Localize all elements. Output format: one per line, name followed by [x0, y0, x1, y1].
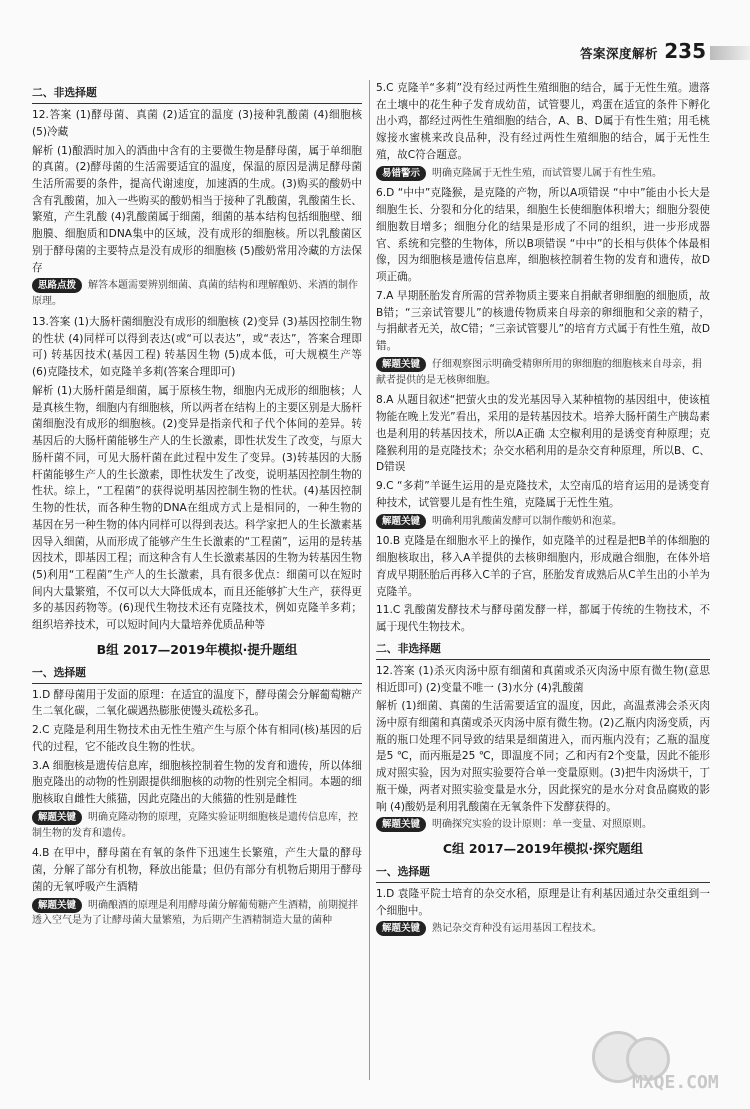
answer-paragraph: 8.A 从题目叙述“把萤火虫的发光基因导入某种植物的基因组中，使该植物能在晚上发光”看出，采用的是转基因技术。培养大肠杆菌生产胰岛素也是利用的转基因技术，所以A正确 太空椒利用的是诱变育种原理；克隆猴利用的是克隆技术；杂交水稻利用的是杂交育种原理，所以B、C、D错误 — [376, 394, 710, 474]
tip-text: 解答本题需要辨别细菌、真菌的结构和理解酿奶、米酒的制作原理。 — [32, 280, 359, 308]
right-column — [376, 80, 710, 1090]
answer-paragraph: 解析 (1)大肠杆菌是细菌，属于原核生物，细胞内无成形的细胞核；人是真核生物，细胞内有细胞核，所以两者在结构上的主要区别是大肠杆菌细胞没有成形的细胞核。(2)变异是指亲代和子代个体间的差异。转基因后的大肠杆菌能够生产人的生长激素，即性状发生了改变，与原大肠杆菌不同，可见大肠杆菌在此过程中发生了变异。(3)转基因的大肠杆菌能够生产人的生长激素，即性状发生了改变，说明基因控制生物的性状。综上，“工程菌”的获得说明基因控制生物的性状。(4)基因控制生物的性状，而各种生物的DNA在组成方式上是相同的，一种生物的基因在另一种生物的体内同样可以得到表达。科学家把人的生长激素基因导入细菌，从而形成了能够产生生长激素的“工程菌”，运用的是转基因技术，即基因工程；而这种含有人生长激素基因的生物为转基因生物 (5)利用“工程菌”生产人的生长激素，具有很多优点：细菌可以在短时间内大量繁殖，不仅可以大大降低成本，而且还能够扩大生产，获得更多的基因药物等。(6)现代生物技术还有克隆技术，例如克隆羊多莉；组织培养技术，可以短时间内大量培养优质品种等 — [32, 384, 362, 632]
tip-badge: 解题关键 — [32, 810, 82, 825]
answer-paragraph: 10.B 克隆是在细胞水平上的操作，如克隆羊的过程是把B羊的体细胞的细胞核取出，移入A羊提供的去核卵细胞内，形成融合细胞，在体外培育成早期胚胎后再移入C羊的子宫，胚胎发育成熟后从C羊生出的小羊为克隆羊。 — [376, 535, 710, 598]
left-column — [32, 80, 362, 1090]
header-decoration — [710, 46, 750, 60]
answer-paragraph: 2.C 克隆是利用生物技术由无性生殖产生与原个体有相同(核)基因的后代的过程，它不能改良生物的性状。 — [32, 724, 362, 753]
tip-text: 明确利用乳酸菌发酵可以制作酸奶和泡菜。 — [432, 515, 623, 527]
section-rule — [32, 683, 362, 684]
tip-note — [376, 921, 710, 937]
tip-note — [32, 810, 362, 842]
answer-paragraph: 解析 (1)酿酒时加入的酒曲中含有的主要微生物是酵母菌，属于单细胞的真菌。(2)酵母菌的生活需要适宜的温度，保温的原因是满足酵母菌生活所需要的条件，提高代谢速度，加速酒的生成。(3)购买的酸奶中含有乳酸菌，加入一些购买的酸奶相当于接种了乳酸菌，乳酸菌生长、繁殖，产生乳酸 (4)乳酸菌属于细菌，细菌的基本结构包括细胞壁、细胞膜、细胞质和DNA集中的区域，没有成形的细胞核。所以乳酸菌区别于酵母菌的主要特点是没有成形的细胞核 (5)酸奶常用冷藏的方法保存 — [32, 144, 362, 274]
tip-text: 明确酿酒的原理是利用酵母菌分解葡萄糖产生酒精，前期搅拌透入空气是为了让酵母菌大量繁殖，为后期产生酒精制造大量的菌种 — [32, 899, 359, 927]
answer-paragraph: 6.D “中中”克隆猴，是克隆的产物，所以A项错误 “中中”能由小长大是细胞生长、分裂和分化的结果，细胞生长使细胞体积增大；细胞分裂使细胞数目增多；细胞分化的结果是形成了不同的组织，进一步形成器官、系统和完整的生物体，所以B项错误 “中中”的长相与供体个体最相像，因为细胞核是遗传信息库，细胞核控制着生物的发育和遗传，故D项正确。 — [376, 187, 710, 284]
section-title: 二、非选择题 — [376, 641, 441, 655]
group-title: B组 2017—2019年模拟·提升题组 — [96, 641, 298, 657]
tip-badge: 易错警示 — [376, 166, 426, 181]
answer-paragraph: 12.答案 (1)酵母菌、真菌 (2)适宜的温度 (3)接种乳酸菌 (4)细胞核 (5)冷藏 — [32, 109, 362, 138]
answer-paragraph: 解析 (1)细菌、真菌的生活需要适宜的温度，因此，高温煮沸会杀灭肉汤中原有细菌和真菌或杀灭肉汤中原有微生物。(2)乙瓶内肉汤变质，丙瓶的瓶口处理不同导致的结果是细菌进入，而丙瓶内没有；乙瓶的温度是5 ℃，而丙瓶是25 ℃，即温度不同；乙和丙有2个变量，因此不能形成对照实验，因为对照实验要符合单一变量原则。(3)把牛肉汤烘干，丁瓶干燥，两者对照实验变量是水分，因此探究的是水分对食品腐败的影响 (4)酸奶是利用乳酸菌在无氧条件下发酵获得的。 — [376, 700, 710, 813]
section-title: 一、选择题 — [32, 665, 86, 679]
watermark-text: MXQE.COM — [632, 1071, 719, 1093]
tip-badge: 解题关键 — [376, 514, 426, 529]
tip-note — [376, 357, 710, 389]
answer-paragraph: 9.C “多莉”羊诞生运用的是克隆技术，太空南瓜的培育运用的是诱变育种技术，试管婴儿是有性生殖，克隆属于无性生殖。 — [376, 480, 710, 509]
tip-badge: 解题关键 — [376, 357, 426, 372]
tip-text: 明确探究实验的设计原则：单一变量、对照原则。 — [432, 819, 653, 831]
tip-badge: 解题关键 — [32, 898, 82, 913]
tip-text: 仔细观察图示明确受精卵所用的卵细胞的细胞核来自母亲，捐献者提供的是无核卵细胞。 — [376, 358, 703, 386]
tip-note — [32, 278, 362, 310]
tip-note — [376, 166, 710, 182]
section-title: 一、选择题 — [376, 864, 430, 878]
header-label: 答案深度解析 — [579, 46, 658, 61]
answer-paragraph: 4.B 在甲中，酵母菌在有氧的条件下迅速生长繁殖，产生大量的酵母菌，分解了部分有机物，释放出能量；但仍有部分有机物后期用于酵母菌的无氧呼吸产生酒精 — [32, 847, 362, 893]
tip-text: 熟记杂交育种没有运用基因工程技术。 — [432, 923, 603, 935]
answer-paragraph: 5.C 克隆羊“多莉”没有经过两性生殖细胞的结合，属于无性生殖。遗落在土壤中的花生种子发育成幼苗，试管婴儿，鸡蛋在适宜的条件下孵化出小鸡，都经过两性生殖细胞的结合，A、B、D属于有性生殖；用毛桃嫁接水蜜桃来改良品种，没有经过两性生殖细胞的结合，属于无性生殖，故C符合题意。 — [376, 82, 710, 161]
page-header — [0, 0, 750, 80]
answer-paragraph: 12.答案 (1)杀灭肉汤中原有细菌和真菌或杀灭肉汤中原有微生物(意思相近即可) (2)变量不唯一 (3)水分 (4)乳酸菌 — [376, 664, 710, 694]
tip-note — [376, 514, 710, 530]
tip-badge: 解题关键 — [376, 921, 426, 936]
section-rule — [376, 659, 710, 660]
answer-paragraph: 1.D 酵母菌用于发面的原理：在适宜的温度下，酵母菌会分解葡萄糖产生二氧化碳，二氧化碳遇热膨胀使馒头疏松多孔。 — [32, 688, 362, 718]
tip-text: 明确克隆动物的原理，克隆实验证明细胞核是遗传信息库，控制生物的发育和遗传。 — [32, 811, 359, 839]
answer-paragraph: 1.D 袁隆平院士培育的杂交水稻，原理是让有利基因通过杂交重组到一个细胞中。 — [376, 888, 710, 917]
answer-paragraph: 3.A 细胞核是遗传信息库，细胞核控制着生物的发育和遗传，所以体细胞克隆出的动物的性别跟提供细胞核的动物的性别完全相同。本题的细胞核取自雌性大熊猫，因此克隆出的大熊猫的性别是雌性 — [32, 759, 362, 806]
answer-paragraph: 11.C 乳酸菌发酵技术与酵母菌发酵一样，都属于传统的生物技术，不属于现代生物技术。 — [376, 604, 710, 634]
section-rule — [376, 882, 710, 883]
tip-text: 明确克隆属于无性生殖，而试管婴儿属于有性生殖。 — [432, 167, 663, 179]
section-rule — [32, 103, 362, 104]
tip-badge: 解题关键 — [376, 817, 426, 832]
answer-paragraph: 7.A 早期胚胎发育所需的营养物质主要来自捐献者卵细胞的细胞质，故B错；“三亲试管婴儿”的核遗传物质来自母亲的卵细胞和父亲的精子，与捐献者无关，故C错；“三亲试管婴儿”的培育方式属于有性生殖，故D错。 — [376, 289, 710, 353]
tip-badge: 思路点拨 — [32, 278, 82, 293]
tip-note — [32, 898, 362, 930]
watermark-logo — [592, 1031, 742, 1101]
tip-note — [376, 817, 710, 833]
answer-paragraph: 13.答案 (1)大肠杆菌细胞没有成形的细胞核 (2)变异 (3)基因控制生物的性状 (4)同样可以得到表达(或“可以表达”，或“表达”，答案合理即可) 转基因技术(基因工程) 转基因生物 (5)成本低，可大规模生产等 (6)克隆技术，如克隆羊多莉(答案合理即可) — [32, 315, 362, 379]
page-number: 235 — [664, 39, 706, 63]
section-title: 二、非选择题 — [32, 86, 97, 99]
column-divider — [369, 80, 370, 1080]
group-title: C组 2017—2019年模拟·探究题组 — [442, 841, 644, 857]
